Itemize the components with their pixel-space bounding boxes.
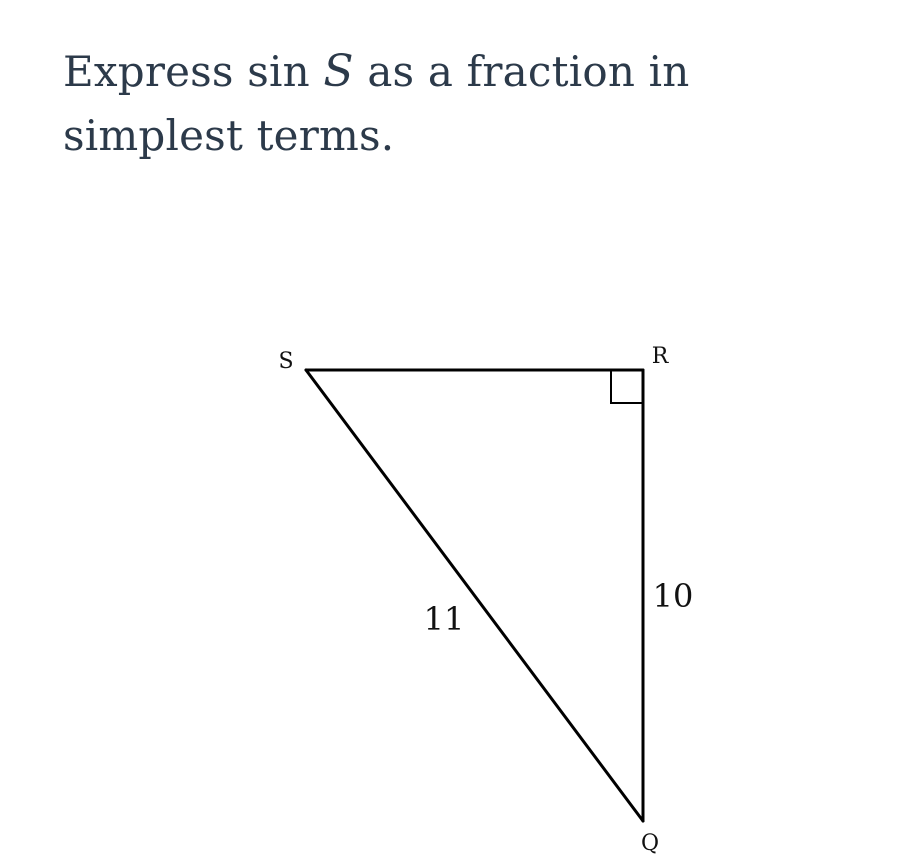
side-label-hypotenuse: 11	[423, 600, 465, 638]
triangle-sides	[306, 370, 643, 821]
angle-variable: S	[323, 46, 354, 97]
vertex-label-s: S	[278, 349, 294, 374]
right-angle-marker	[611, 370, 643, 403]
side-sq-hypotenuse	[306, 370, 643, 821]
vertex-label-r: R	[651, 344, 669, 369]
question-suffix: as a fraction in simplest terms.	[63, 47, 690, 160]
side-label-rq: 10	[652, 577, 694, 615]
question-prefix: Express sin	[63, 47, 324, 96]
vertex-label-q: Q	[640, 831, 660, 856]
